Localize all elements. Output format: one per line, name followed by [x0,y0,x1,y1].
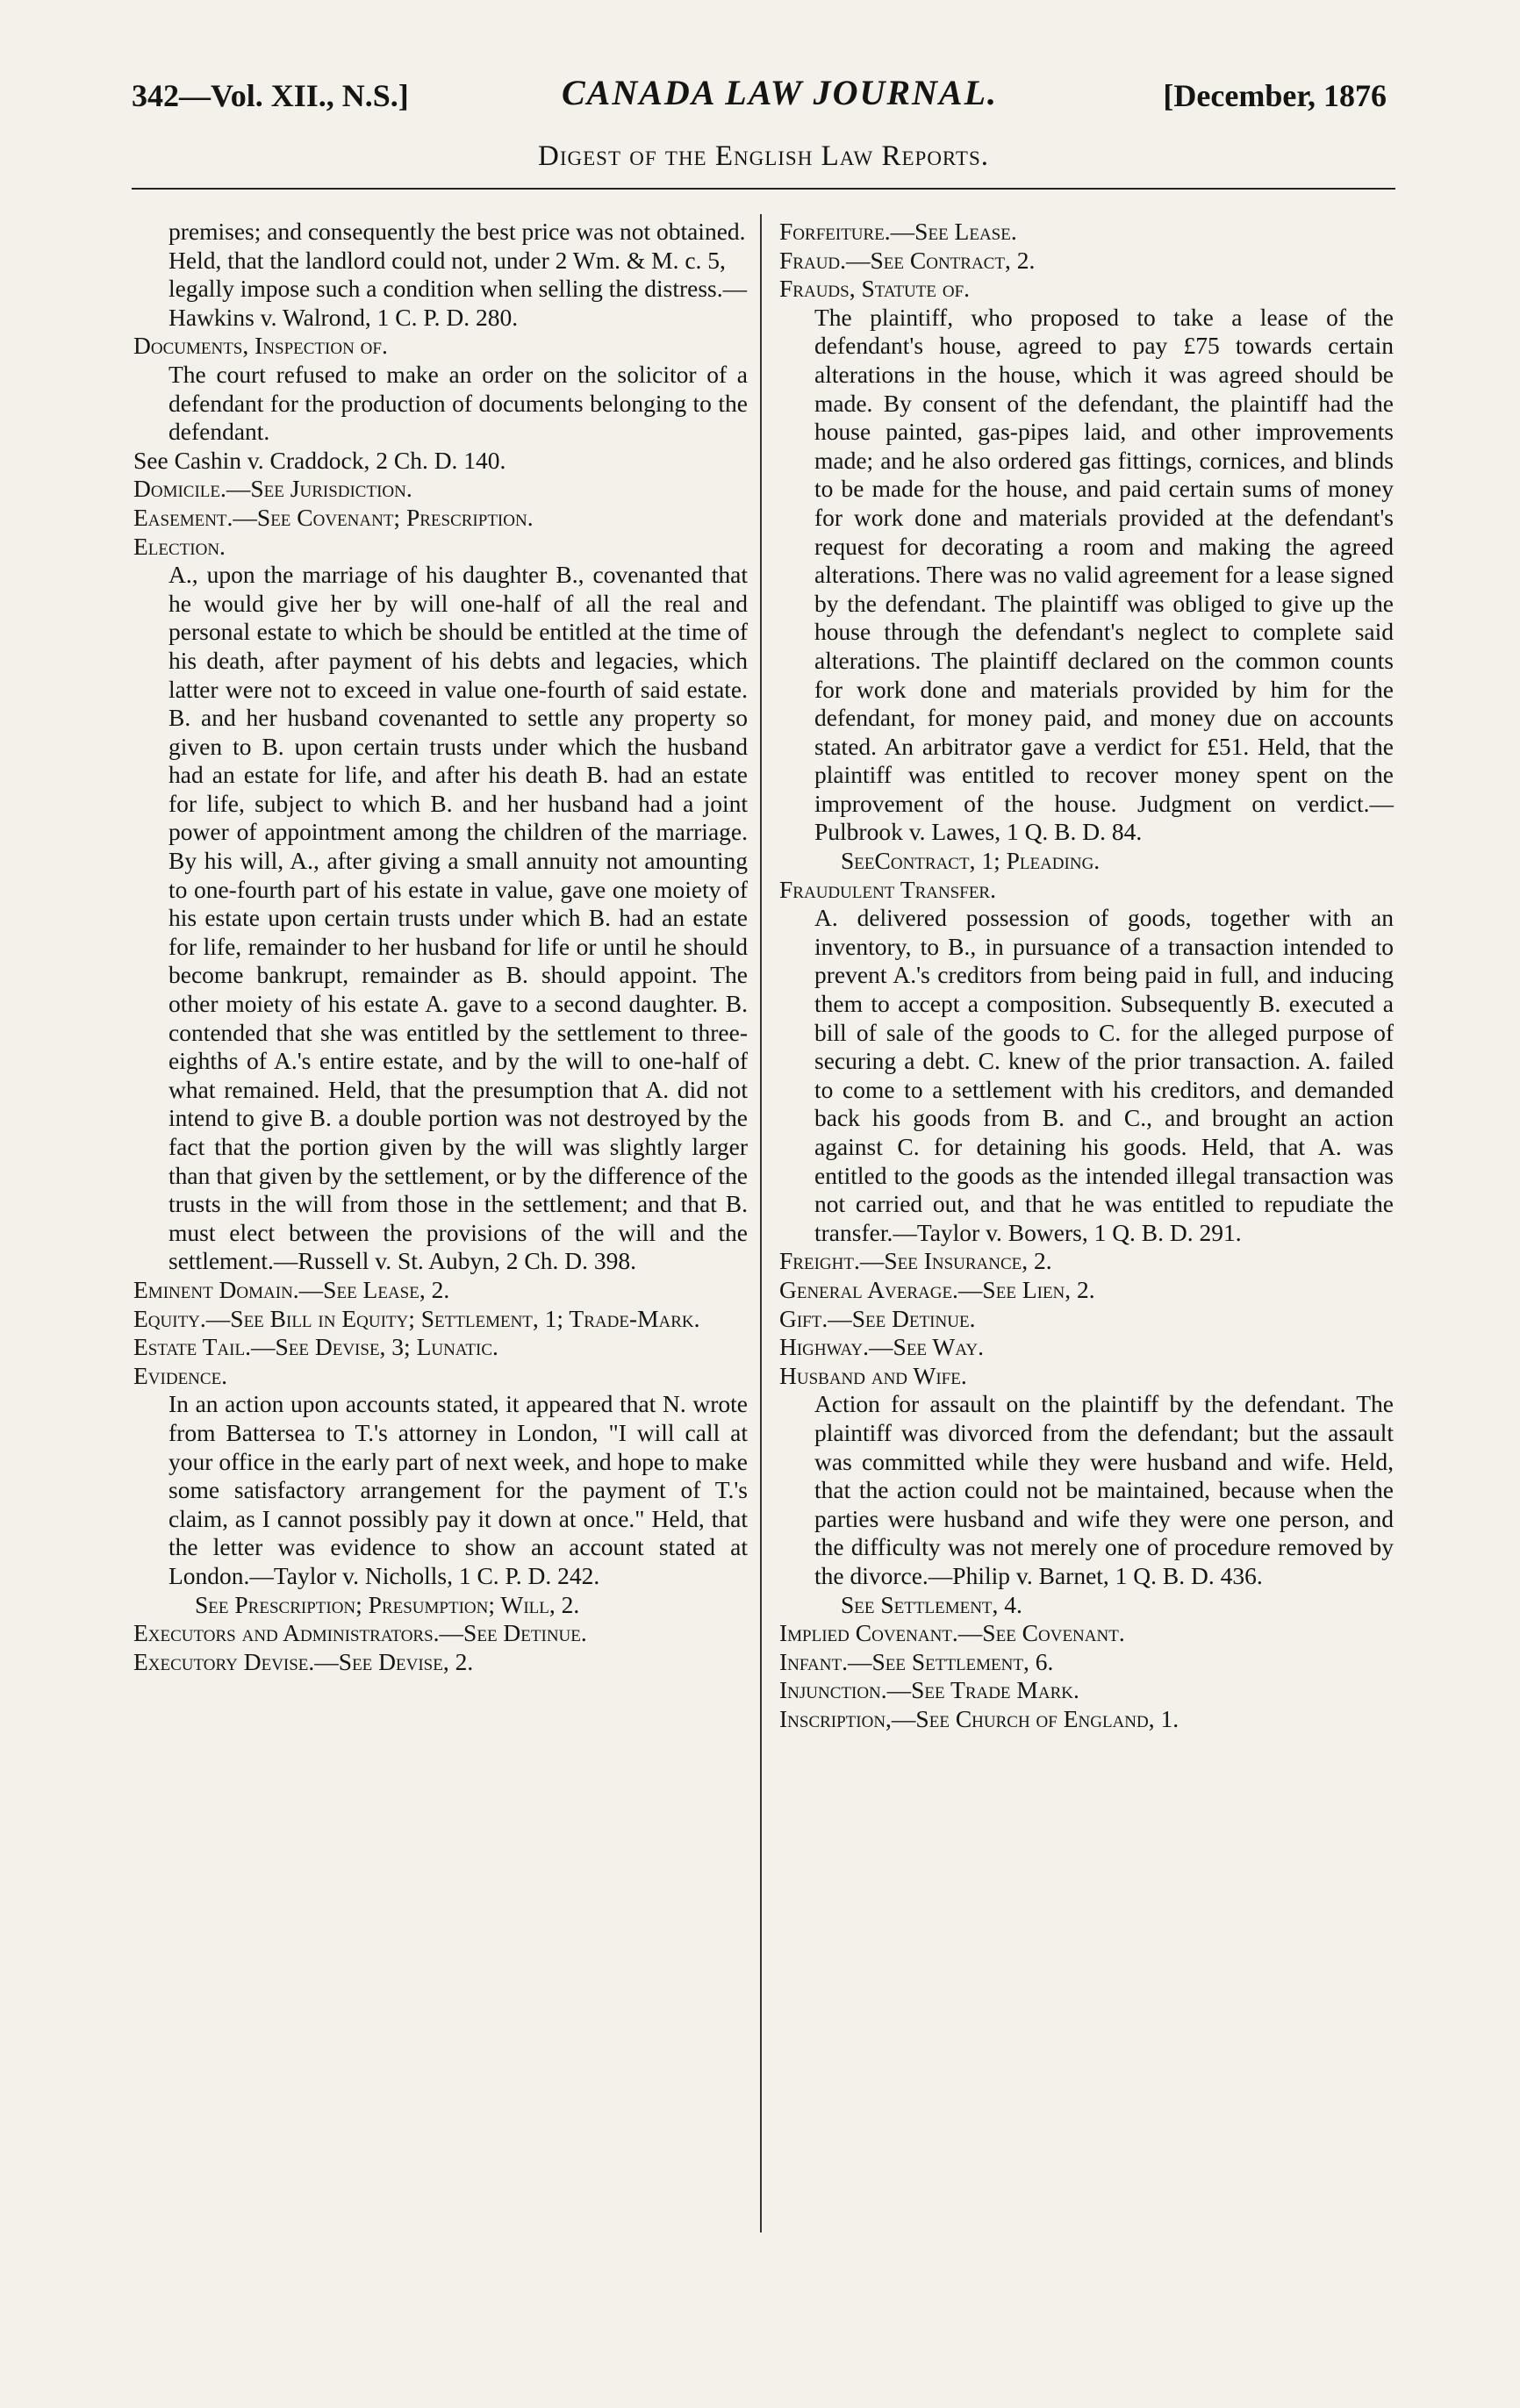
heading-husband-and-wife: Husband and Wife. [779,1361,967,1389]
ref-evidence: See Prescription; Presumption; Will, 2. [195,1590,580,1618]
journal-title: CANADA LAW JOURNAL. [562,73,999,112]
heading-evidence: Evidence. [133,1361,228,1389]
ref-documents: See Cashin v. Craddock, 2 Ch. D. 140. [133,446,506,474]
entry-injunction: Injunction.—See Trade Mark. [779,1676,1079,1704]
entry-general-average: General Average.—See Lien, 2. [779,1275,1095,1303]
entry-documents: The court refused to make an order on the solicitor of a defendant for the production of documents belonging to the defendant. [168,360,748,446]
heading-fraudulent-transfer: Fraudulent Transfer. [779,875,996,903]
entry-inscription: Inscription,—See Church of England, 1. [779,1704,1179,1732]
left-column [133,218,748,1676]
entry-infant: Infant.—See Settlement, 6. [779,1647,1054,1675]
entry-estate-tail: Estate Tail.—See Devise, 3; Lunatic. [133,1333,498,1361]
heading-election: Election. [133,532,226,560]
column-divider [760,214,762,2232]
heading-frauds: Frauds, Statute of. [779,275,971,303]
entry-freight: Freight.—See Insurance, 2. [779,1247,1052,1275]
page-header [132,72,1387,125]
entry-continuation: premises; and consequently the best price was not obtained. Held, that the landlord could not, under 2 Wm. & M. c. 5, legally impose such a condition when selling the distress.—Hawkins v. Walrond, 1 C. P. D. 280. [168,218,748,331]
entry-executors: Executors and Administrators.—See Detinue. [133,1619,587,1647]
entry-equity: Equity.—See Bill in Equity; Settlement, 1; Trade-Mark. [133,1304,700,1332]
entry-evidence: In an action upon accounts stated, it appeared that N. wrote from Battersea to T.'s attorney in London, "I will call at your office in the early part of next week, and hope to make some satisfactory arrangement for the payment of T.'s claim, as I cannot possibly pay it down at once." Held, that the letter was evidence to show an account stated at London.—Taylor v. Nicholls, 1 C. P. D. 242. [168,1390,748,1589]
entry-frauds: The plaintiff, who proposed to take a lease of the defendant's house, agreed to pay £75 towards certain alterations in the house, which it was agreed should be made. By consent of the defendant, the plaintiff had the house painted, gas-pipes laid, and other improvements made; and he also ordered gas fittings, cornices, and blinds to be made for the house, and paid certain sums of money for work done and materials provided at the defendant's request for decorating a room and making the agreed alterations. There was no valid agreement for a lease signed by the defendant. The plaintiff was obliged to give up the house through the defendant's neglect to complete said alterations. The plaintiff declared on the common counts for work done and materials provided by him for the defendant, for money paid, and money due on accounts stated. An arbitrator gave a verdict for £51. Held, that the plaintiff was entitled to recover money spent on the improvement of the house. Judgment on verdict.—Pulbrook v. Lawes, 1 Q. B. D. 84. [814,303,1394,846]
entry-fraud: Fraud.—See Contract, 2. [779,246,1036,274]
entry-executory-devise: Executory Devise.—See Devise, 2. [133,1647,474,1675]
entry-husband-and-wife: Action for assault on the plaintiff by the defendant. The plaintiff was divorced from the defendant; but the assault was committed while they were husband and wife. Held, that the action could not be maintained, because when the parties were husband and wife they were one person, and the difficulty was not merely one of procedure removed by the divorce.—Philip v. Barnet, 1 Q. B. D. 436. [814,1390,1394,1589]
page-volume: 342—Vol. XII., N.S.] [132,78,409,113]
heading-documents: Documents, Inspection of. [133,332,388,360]
entry-easement: Easement.—See Covenant; Prescription. [133,503,534,531]
entry-implied-covenant: Implied Covenant.—See Covenant. [779,1619,1125,1647]
header-rule [132,188,1395,190]
ref-husband-and-wife: See Settlement, 4. [841,1590,1022,1618]
section-title: Digest of the English Law Reports. [538,140,989,172]
right-column [779,218,1394,1733]
entry-eminent-domain: Eminent Domain.—See Lease, 2. [133,1275,450,1303]
entry-forfeiture: Forfeiture.—See Lease. [779,218,1017,245]
ref-frauds: SeeContract, 1; Pleading. [841,847,1101,875]
issue-date: [December, 1876 [1163,78,1387,113]
entry-fraudulent-transfer: A. delivered possession of goods, together with an inventory, to B., in pursuance of a transaction intended to prevent A.'s creditors from being paid in full, and inducing them to accept a composition. Subsequently B. executed a bill of sale of the goods to C. for the alleged purpose of securing a debt. C. knew of the prior transaction. A. failed to come to a settlement with his creditors, and demanded back his goods from B. and C., and brought an action against C. for detaining his goods. Held, that A. was entitled to the goods as the intended illegal transaction was not carried out, and that he was entitled to repudiate the transfer.—Taylor v. Bowers, 1 Q. B. D. 291. [814,904,1394,1246]
entry-highway: Highway.—See Way. [779,1333,984,1361]
entry-domicile: Domicile.—See Jurisdiction. [133,475,412,503]
entry-election: A., upon the marriage of his daughter B., covenanted that he would give her by will one-half of all the real and personal estate to which be should be entitled at the time of his death, after payment of his debts and legacies, which latter were not to exceed in value one-fourth of said estate. B. and her husband covenanted to settle any property so given to B. upon certain trusts under which the husband had an estate for life, and after his death B. had an estate for life, subject to which B. and her husband had a joint power of appointment among the children of the marriage. By his will, A., after giving a small annuity not amounting to one-fourth part of his estate in value, gave one moiety of his estate upon certain trusts under which B. had an estate for life, remainder to her husband for life or until he should become bankrupt, remainder as B. should appoint. The other moiety of his estate A. gave to a second daughter. B. contended that she was entitled by the settlement to three-eighths of A.'s entire estate, and by the will to one-half of what remained. Held, that the presumption that A. did not intend to give B. a double portion was not destroyed by the fact that the portion given by the will was slightly larger than that given by the settlement, or by the difference of the trusts in the will from those in the settlement; and that B. must elect between the provisions of the will and the settlement.—Russell v. St. Aubyn, 2 Ch. D. 398. [168,561,748,1275]
entry-gift: Gift.—See Detinue. [779,1304,976,1332]
